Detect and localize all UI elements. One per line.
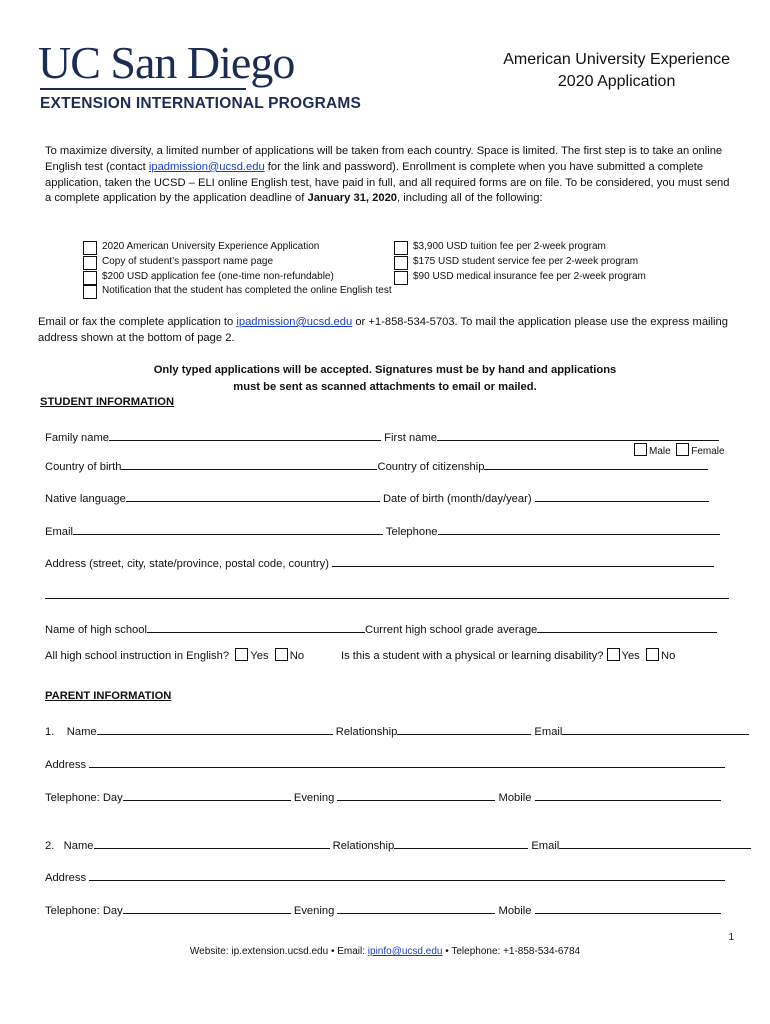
parent-2-day-label: Telephone: Day [45,905,123,917]
parent-1-address-label: Address [45,759,87,771]
native-language-field[interactable] [126,489,380,502]
parent-1-day-label: Telephone: Day [45,792,123,804]
date-of-birth-field[interactable] [535,489,709,502]
grade-average-label: Current high school grade average [365,624,538,636]
checklist-item [413,270,646,285]
english-yes-label: Yes [250,650,269,662]
parent-2-name-label: Name [63,840,94,852]
contact-row [45,522,720,538]
checklist-checkbox[interactable] [83,241,97,255]
parent-2-day-field[interactable] [123,901,291,914]
ucsd-logo: UC San Diego [38,37,295,88]
student-email-field[interactable] [73,522,383,535]
country-of-birth-label: Country of birth [45,461,122,473]
english-instruction-row [45,648,304,662]
high-school-label: Name of high school [45,624,147,636]
title-line-1: American University Experience [503,51,730,68]
gender-options [634,443,725,457]
country-of-birth-field[interactable] [121,457,377,470]
checklist-checkbox[interactable] [394,271,408,285]
parent-1-mobile-label: Mobile [498,792,532,804]
parent-1-name-label: Name [66,726,97,738]
checklist-item [102,255,392,270]
student-email-label: Email [45,526,73,538]
parent-2-name-field[interactable] [94,836,330,849]
checklist-checkbox[interactable] [83,285,97,299]
date-of-birth-label: Date of birth (month/day/year) [382,493,532,505]
english-no-label: No [289,650,305,662]
checklist-item [102,284,392,299]
checklist-item [413,240,646,255]
parent-1-number: 1. [45,726,55,738]
parent-2-evening-field[interactable] [337,901,495,914]
parent-2-mobile-field[interactable] [535,901,721,914]
parent-2-evening-label: Evening [293,905,335,917]
family-name-label: Family name [45,432,110,444]
notice-line-1: Only typed applications will be accepted. Signatures must be by hand and applications [153,364,617,376]
country-row [45,457,708,473]
high-school-row [45,620,717,636]
parent-1-evening-field[interactable] [337,788,495,801]
english-yes-checkbox[interactable] [235,648,248,661]
parent-1-name-field[interactable] [97,722,333,735]
country-of-citizenship-label: Country of citizenship [377,461,485,473]
parent-2-relationship-label: Relationship [332,840,395,852]
male-checkbox[interactable] [634,443,647,456]
checklist-checkbox[interactable] [394,256,408,270]
parent-1-mobile-field[interactable] [535,788,721,801]
disability-no-label: No [661,650,676,662]
typed-applications-notice [80,362,690,395]
parent-1-evening-label: Evening [293,792,335,804]
checklist-item [102,240,392,255]
student-address-field[interactable] [332,554,714,567]
student-address-label: Address (street, city, state/province, postal code, country) [45,558,329,570]
disability-yes-label: Yes [621,650,640,662]
parent-2-email-field[interactable] [559,836,751,849]
female-label: Female [691,446,725,457]
parent-1-email-field[interactable] [562,722,749,735]
disability-label: Is this a student with a physical or learning disability? [341,650,604,662]
footer-separator: • [445,946,449,957]
footer-contact [0,946,770,957]
checklist-checkbox[interactable] [394,241,408,255]
parent-2-mobile-label: Mobile [498,905,532,917]
footer-telephone: Telephone: +1-858-534-6784 [451,946,581,957]
disability-yes-checkbox[interactable] [607,648,620,661]
checklist-label: $3,900 USD tuition fee per 2-week program [413,241,606,252]
parent-1-day-field[interactable] [123,788,291,801]
parent-2-address-label: Address [45,872,87,884]
page-number: 1 [728,932,734,943]
parent-1-email-label: Email [534,726,563,738]
footer-email-link[interactable]: ipinfo@ucsd.edu [367,946,443,957]
native-language-label: Native language [45,493,126,505]
parent-1-address-row [45,755,725,771]
checklist-item [413,255,646,270]
checklist-label: $175 USD student service fee per 2-week program [413,255,639,267]
checklist-left [102,240,392,299]
parent-2-email-label: Email [531,840,560,852]
checklist-item [102,270,392,285]
parent-section-heading: PARENT INFORMATION [45,690,172,702]
logo-divider [40,88,246,90]
female-checkbox[interactable] [676,443,689,456]
checklist-label: Notification that the student has completed the online English test [102,285,392,297]
intro-text-3: , including all of the following: [397,192,543,205]
checklist-checkbox[interactable] [83,256,97,270]
checklist-checkbox[interactable] [83,271,97,285]
title-line-2: 2020 Application [557,73,676,90]
parent-2-address-field[interactable] [89,868,725,881]
parent-2-address-row [45,868,725,884]
first-name-label: First name [384,432,437,444]
parent-1-telephone-row [45,788,721,804]
student-telephone-field[interactable] [438,522,720,535]
intro-text-2: for the link and password). Enrollment is complete when you have submitted a complete application, taken the UCSD – ELI online English test, have paid in full, and all required forms are on file. To be considered, you must send a complete application by the application deadline of [45,160,730,205]
english-instruction-label: All high school instruction in English? [45,650,230,662]
footer-separator: • [330,946,335,957]
submission-email-link[interactable]: ipadmission@ucsd.edu [236,316,353,328]
checklist-right [413,240,646,284]
language-row [45,489,709,505]
checklist-label: Copy of student’s passport name page [102,255,274,267]
submission-instructions [38,314,738,346]
parent-2-name-row [45,836,751,852]
admission-email-link[interactable]: ipadmission@ucsd.edu [148,160,265,173]
family-name-field[interactable] [109,428,381,441]
checklist-label: 2020 American University Experience Application [102,241,320,252]
checklist-label: $90 USD medical insurance fee per 2-week program [413,270,646,282]
family-name-row [45,428,719,444]
footer-email-label: Email: [337,946,368,957]
footer-website: Website: ip.extension.ucsd.edu [189,946,329,957]
student-telephone-label: Telephone [385,526,438,538]
disability-no-checkbox[interactable] [646,648,659,661]
document-title [503,49,730,93]
parent-2-telephone-row [45,901,721,917]
student-section-heading: STUDENT INFORMATION [40,396,175,408]
first-name-field[interactable] [437,428,719,441]
checklist-label: $200 USD application fee (one-time non-refundable) [102,270,334,282]
student-address-field-line-2[interactable] [45,598,729,599]
parent-1-relationship-label: Relationship [335,726,398,738]
country-of-citizenship-field[interactable] [484,457,708,470]
grade-average-field[interactable] [537,620,717,633]
notice-line-2: must be sent as scanned attachments to email or mailed. [233,380,537,393]
deadline-date: January 31, 2020 [307,192,398,205]
intro-text-1: To maximize diversity, a limited number of applications will be taken from each country. Space is limited. The first step is to take an online English test (contact [45,145,723,173]
high-school-field[interactable] [147,620,365,633]
parent-1-address-field[interactable] [89,755,725,768]
parent-1-name-row [45,722,749,738]
address-row [45,554,714,570]
intro-paragraph [45,144,735,207]
parent-2-relationship-field[interactable] [394,836,528,849]
parent-1-relationship-field[interactable] [397,722,531,735]
english-no-checkbox[interactable] [275,648,288,661]
mail-text-1: Email or fax the complete application to [38,316,237,328]
disability-row [341,648,675,662]
logo-subtitle: EXTENSION INTERNATIONAL PROGRAMS [40,95,362,112]
male-label: Male [649,446,671,457]
mail-text-2: or +1-858-534-5703. To mail the application please use the express mailing address shown at the bottom of page 2. [38,316,728,344]
parent-2-number: 2. [45,840,55,852]
